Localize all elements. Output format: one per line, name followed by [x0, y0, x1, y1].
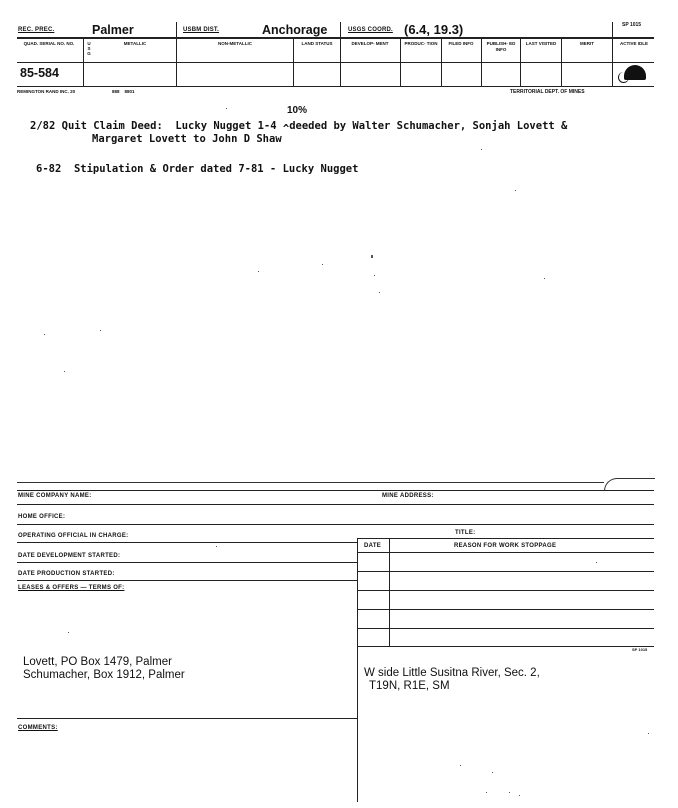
printer-codes: 888 8801: [112, 89, 135, 94]
mine-address-label: MINE ADDRESS:: [382, 493, 434, 499]
entry2: 6-82 Stipulation & Order dated 7-81 - Lucky Nugget: [36, 163, 359, 175]
date-development-label: DATE DEVELOPMENT STARTED:: [18, 553, 121, 559]
entry1-line1: 2/82 Quit Claim Deed: Lucky Nugget 1-4 ^deeded by Walter Schumacher, Sonjah Lovett &: [30, 120, 568, 135]
owner-line-2: Schumacher, Box 1912, Palmer: [23, 669, 185, 681]
col-published-info: PUBLISH- ED INFO: [486, 41, 516, 52]
home-office-label: HOME OFFICE:: [18, 514, 66, 520]
operating-official-label: OPERATING OFFICIAL IN CHARGE:: [18, 533, 129, 539]
curve-mark-icon: [618, 72, 629, 83]
col-production: PRODUC- TION: [404, 41, 438, 46]
leases-label: LEASES & OFFERS — TERMS OF:: [18, 585, 125, 591]
territorial-dept: TERRITORIAL DEPT. OF MINES: [510, 89, 585, 95]
title-label: TITLE:: [455, 530, 476, 536]
comments-label: COMMENTS:: [18, 725, 58, 731]
printer-imprint: REMINGTON RAND INC. 20: [17, 89, 76, 94]
date-col-label: DATE: [364, 543, 382, 549]
usbm-dist-value: Anchorage: [262, 23, 328, 37]
location-line-1: W side Little Susitna River, Sec. 2,: [364, 667, 540, 679]
row-serial: 85-584: [20, 66, 59, 80]
col-development: DEVELOP- MENT: [351, 41, 389, 46]
mine-company-label: MINE COMPANY NAME:: [18, 493, 92, 499]
corner-code: SP 1015: [622, 22, 642, 28]
col-filed-info: FILED INFO: [448, 41, 474, 46]
small-code: SP 1015: [632, 647, 648, 652]
col-nonmetallic: NON-METALLIC: [218, 41, 252, 46]
col-usg-letters: U S G: [87, 41, 91, 56]
col-merit: MERIT: [580, 41, 594, 46]
col-land-status: LAND STATUS: [301, 41, 333, 46]
date-production-label: DATE PRODUCTION STARTED:: [18, 571, 115, 577]
col-last-visited: LAST VISITED: [525, 41, 557, 46]
usgs-coord-label: USGS COORD.: [348, 27, 393, 33]
col-active-idle: ACTIVE IDLE: [619, 41, 648, 46]
reason-col-label: REASON FOR WORK STOPPAGE: [454, 543, 557, 549]
col-metallic: METALLIC: [123, 41, 147, 46]
usgs-coord-value: (6.4, 19.3): [404, 22, 464, 37]
rec-prec-label: REC. PREC.: [18, 27, 55, 33]
usbm-dist-label: USBM DIST.: [183, 27, 220, 33]
col-quad-serial: QUAD. SERIAL NO. NO.: [23, 41, 75, 46]
rec-prec-value: Palmer: [92, 23, 134, 37]
entry1-percent: 10%: [287, 105, 308, 116]
owner-line-1: Lovett, PO Box 1479, Palmer: [23, 656, 172, 668]
entry1-line2: Margaret Lovett to John D Shaw: [92, 133, 282, 145]
location-line-2: T19N, R1E, SM: [369, 680, 450, 692]
